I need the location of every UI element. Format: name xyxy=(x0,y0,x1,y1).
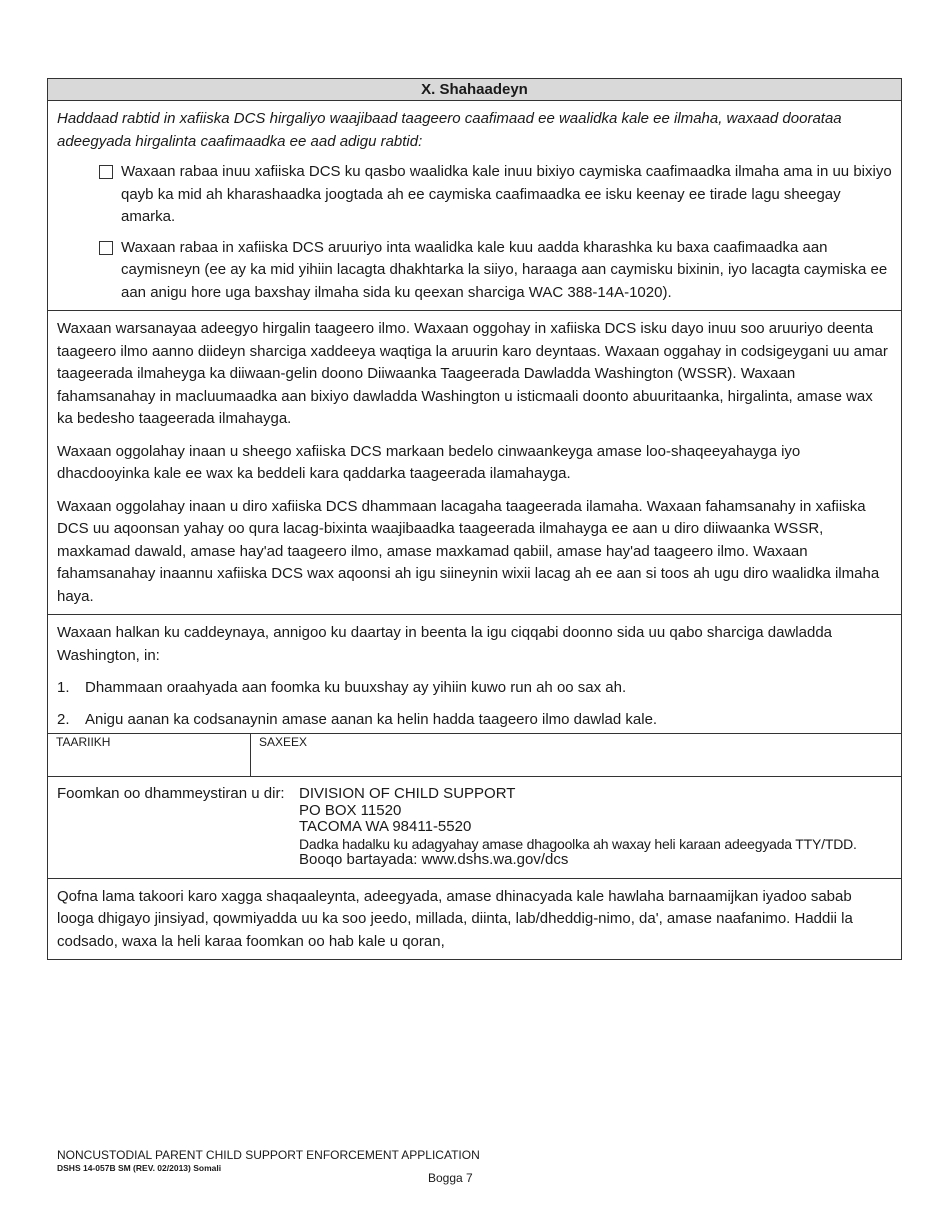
option-label: Waxaan rabaa in xafiiska DCS aruuriyo inta waalidka kale kuu aadda kharashka ku baxa caafimaadka aan caymisneyn (ee ay ka mid yihiin lacagta dhakhtarka la siiyo, haraaga aan caymisku bixinin, iyo lacagta caymiska ee aan anigu hore uga baxshay ilmaha sida ku qeexan sharciga WAC 388-14A-1020). xyxy=(121,238,888,301)
certification-form xyxy=(47,78,902,960)
medical-intro: Haddaad rabtid in xafiiska DCS hirgaliyo waajibaad taageero caafimaad ee waalidka kale ee ilmaha, waxaad doorataa adeegyada hirgalinta caafimaadka ee aad adigu rabtid: xyxy=(57,110,842,150)
mailing-section xyxy=(48,777,901,879)
medical-options-section xyxy=(48,101,901,311)
signature-row xyxy=(48,733,901,777)
page-number: Bogga 7 xyxy=(428,1171,473,1185)
uninsured-expenses-checkbox[interactable] xyxy=(99,241,113,255)
list-item xyxy=(57,677,892,700)
medical-insurance-checkbox[interactable] xyxy=(99,165,113,179)
mailing-label: Foomkan oo dhammeystiran u dir: xyxy=(57,785,285,802)
address-line: PO BOX 11520 xyxy=(299,801,402,819)
date-label: TAARIIKH xyxy=(56,735,111,749)
section-title: X. Shahaadeyn xyxy=(48,79,901,101)
address-line: DIVISION OF CHILD SUPPORT xyxy=(299,785,516,802)
statement: Waxaan oggolahay inaan u diro xafiiska DCS dhammaan lacagaha taageerada ilamaha. Waxaan fahamsanahy in xafiiska DCS uu aqoonsan yahay oo qura lacag-bixinta waajibaadka taageerada ilmahayga ee aan u diro diiwaanka WSSR, maxkamad dawald, amase hay'ad taageero ilmo, amase maxkamad qabiil, amase hay'ad taageero ilmo. Waxaan fahamsanahay inaannu xafiiska DCS wax aqoonsi ah igu siineynin wixii lacag ah ee aan si toos ah ugu diro waalidka ilmaha haya. xyxy=(57,497,880,605)
form-code: DSHS 14-057B SM (REV. 02/2013) Somali xyxy=(57,1163,222,1173)
certification-section xyxy=(48,615,901,731)
item-number: 1. xyxy=(57,679,70,696)
statements-section xyxy=(48,311,901,615)
address-line: TACOMA WA 98411-5520 xyxy=(299,818,472,835)
date-field[interactable] xyxy=(48,734,251,776)
signature-label: SAXEEX xyxy=(259,735,308,749)
statement: Waxaan warsanayaa adeegyo hirgalin taageero ilmo. Waxaan oggohay in xafiiska DCS isku dayo inuu soo aruuriyo deenta taageero ilmo aanno diideyn sharciga xaddeeya waqtiga la aruurin karo deyntaas. Waxaan oggahay in codsigeygani uu amar taageerada ilmaheyga ka diiwaan-gelin doono Diiwaanka Taageerada Dawladda Washington (WSSR). Waxaan fahamsanahay in macluumaadka aan bixiyo dawladda Washington u isticmaali doonto abuuritaanka, hirgalinta, amase wax ka bedesho taageerada ilmahayga. xyxy=(57,320,888,427)
statement: Waxaan oggolahay inaan u sheego xafiiska DCS markaan bedelo cinwaankeyga amase loo-shaqeeyahayga iyo dhacdooyinka kale ee wax ka beddeli kara qaddarka taageerada ilamahayga. xyxy=(57,442,801,482)
option-row xyxy=(99,237,892,305)
disclaimer-section xyxy=(48,879,901,960)
website-note: Booqo bartayada: www.dshs.wa.gov/dcs xyxy=(299,851,569,868)
item-text: Anigu aanan ka codsanaynin amase aanan ka helin hadda taageero ilmo dawlad kale. xyxy=(85,710,658,728)
disclaimer-text: Qofna lama takoori karo xagga shaqaaleynta, adeegyada, amase dhinacyada kale hawlaha barnaamijkan iyadoo sabab looga dhigayo jinsiyad, qowmiyadda uu ka soo jeedo, millada, diinta, lab/dheddig-nimo, da', amase naafanimo. Haddii la codsado, waxa la heli karaa foomkan oo hab kale u qoran, xyxy=(57,887,853,950)
option-label: Waxaan rabaa inuu xafiiska DCS ku qasbo waalidka kale inuu bixiyo caymiska caafimaadka ilmaha ama in uu bixiyo qayb ka mid ah kharashaadka joogtada ah ee caymiska caafimaadka ee isku keenay ee tirade lagu sheegay amarka. xyxy=(121,163,892,225)
tty-note: Dadka hadalku ku adagyahay amase dhagoolka ah waxay heli karaan adeegyada TTY/TDD. xyxy=(299,835,857,852)
footer-title: NONCUSTODIAL PARENT CHILD SUPPORT ENFORCEMENT APPLICATION xyxy=(57,1148,480,1162)
signature-field[interactable] xyxy=(251,734,901,776)
mailing-address xyxy=(299,786,857,869)
option-row xyxy=(99,161,892,229)
certify-intro: Waxaan halkan ku caddeynaya, annigoo ku daartay in beenta la igu ciqqabi doonno sida uu qabo sharciga dawladda Washington, in: xyxy=(57,624,833,664)
item-text: Dhammaan oraahyada aan foomka ku buuxshay ay yihiin kuwo run ah oo sax ah. xyxy=(85,679,627,696)
item-number: 2. xyxy=(57,710,70,728)
list-item xyxy=(57,709,892,732)
